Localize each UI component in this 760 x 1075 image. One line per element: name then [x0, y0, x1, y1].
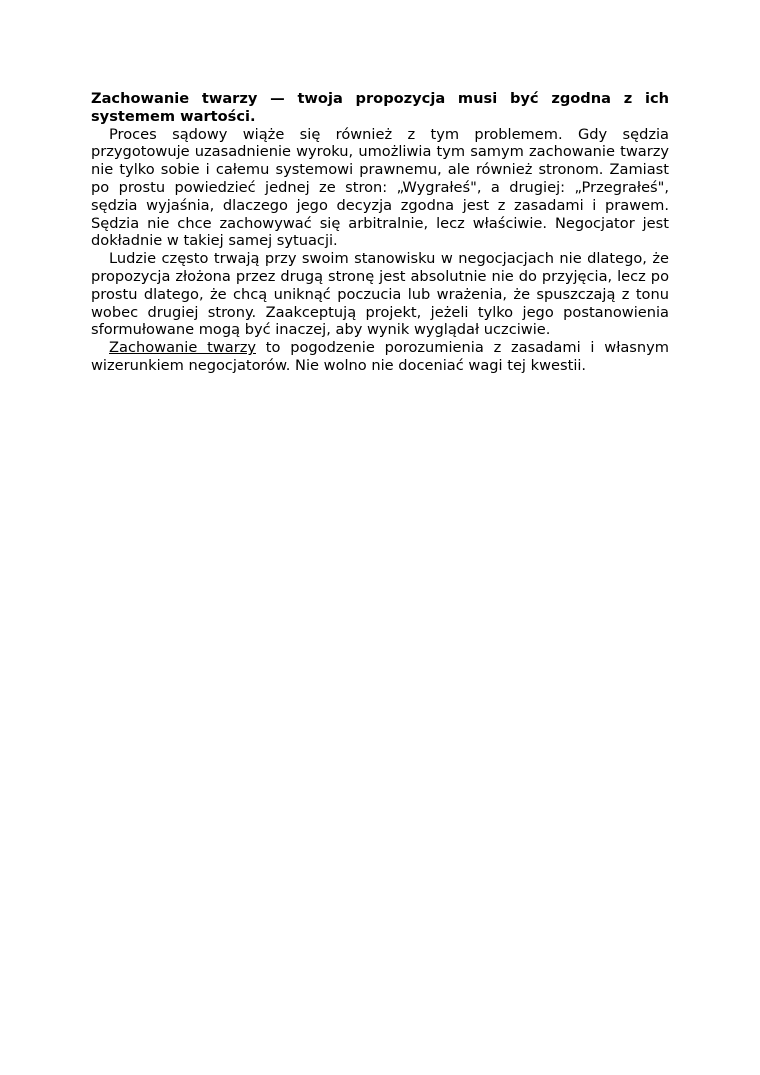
- document-body: [91, 90, 669, 375]
- paragraph-face-saving: [91, 339, 669, 375]
- paragraph-positions: Ludzie często trwają przy swoim stanowisku w negocjacjach nie dlatego, że propozycja złożona przez drugą stronę jest absolutnie nie do przyjęcia, lecz po prostu dlatego, że chcą uniknąć poczucia lub wrażenia, że spuszczają z tonu wobec drugiej strony. Zaakceptują projekt, jeżeli tylko jego postanowienia sformułowane mogą być inaczej, aby wynik wyglądał uczciwie.: [91, 250, 669, 339]
- section-title: Zachowanie twarzy — twoja propozycja musi być zgodna z ich systemem wartości.: [91, 90, 669, 125]
- paragraph-face-saving-text: to pogodzenie porozumienia z zasadami i własnym wizerunkiem negocjatorów. Nie wolno nie doceniać wagi tej kwestii.: [91, 339, 669, 374]
- underlined-term: Zachowanie twarzy: [109, 339, 256, 357]
- paragraph-court-process: Proces sądowy wiąże się również z tym problemem. Gdy sędzia przygotowuje uzasadnienie wyroku, umożliwia tym samym zachowanie twarzy nie tylko sobie i całemu systemowi prawnemu, ale również stronom. Zamiast po prostu powiedzieć jednej ze stron: „Wygrałeś", a drugiej: „Przegrałeś", sędzia wyjaśnia, dlaczego jego decyzja zgodna jest z zasadami i prawem. Sędzia nie chce zachowywać się arbitralnie, lecz właściwie. Negocjator jest dokładnie w takiej samej sytuacji.: [91, 125, 669, 250]
